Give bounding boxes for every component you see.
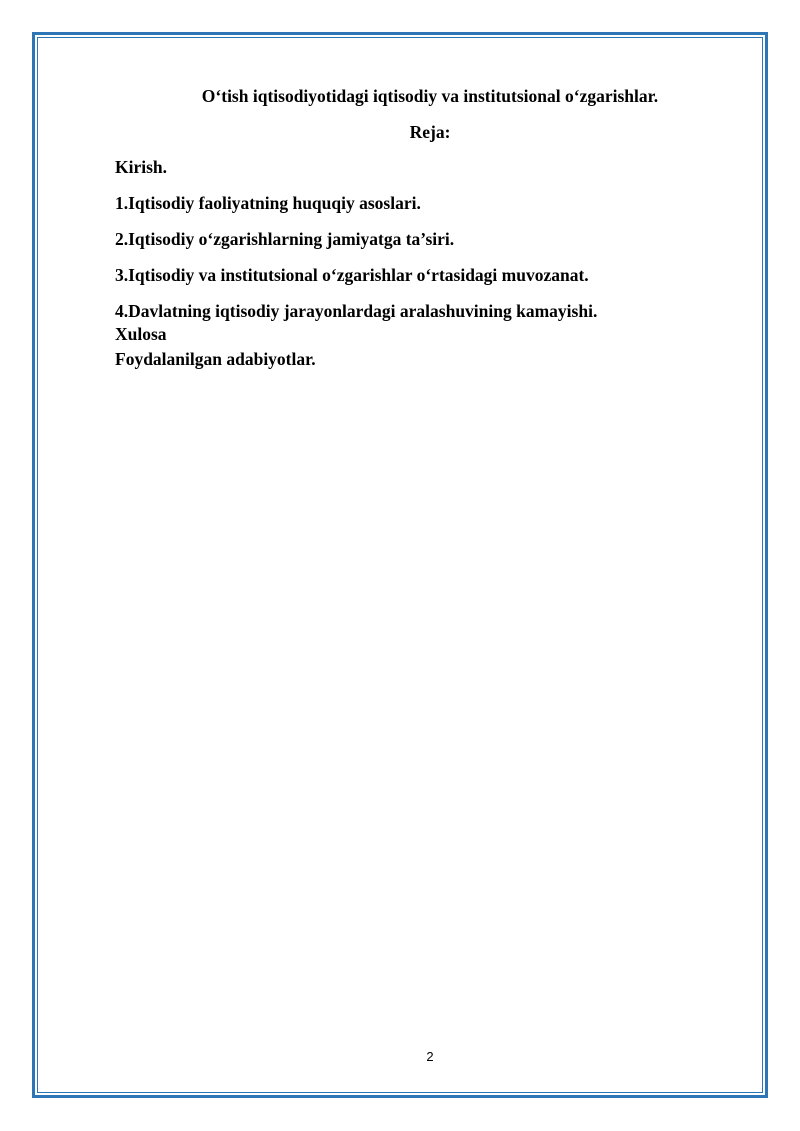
- plan-item-3: 3.Iqtisodiy va institutsional o‘zgarishlar o‘rtasidagi muvozanat.: [115, 265, 589, 285]
- plan-item-2: 2.Iqtisodiy o‘zgarishlarning jamiyatga ta’siri.: [115, 229, 455, 249]
- document-title: O‘tish iqtisodiyotidagi iqtisodiy va institutsional o‘zgarishlar.: [201, 86, 659, 106]
- page-number: 2: [426, 1049, 434, 1064]
- plan-item-references: Foydalanilgan adabiyotlar.: [115, 349, 316, 369]
- plan-item-4: 4.Davlatning iqtisodiy jarayonlardagi aralashuvining kamayishi.: [115, 301, 598, 321]
- plan-item-1: 1.Iqtisodiy faoliyatning huquqiy asoslari.: [115, 193, 421, 213]
- plan-heading: Reja:: [409, 122, 451, 142]
- plan-item-conclusion: Xulosa: [115, 324, 167, 344]
- plan-item-intro: Kirish.: [115, 157, 168, 177]
